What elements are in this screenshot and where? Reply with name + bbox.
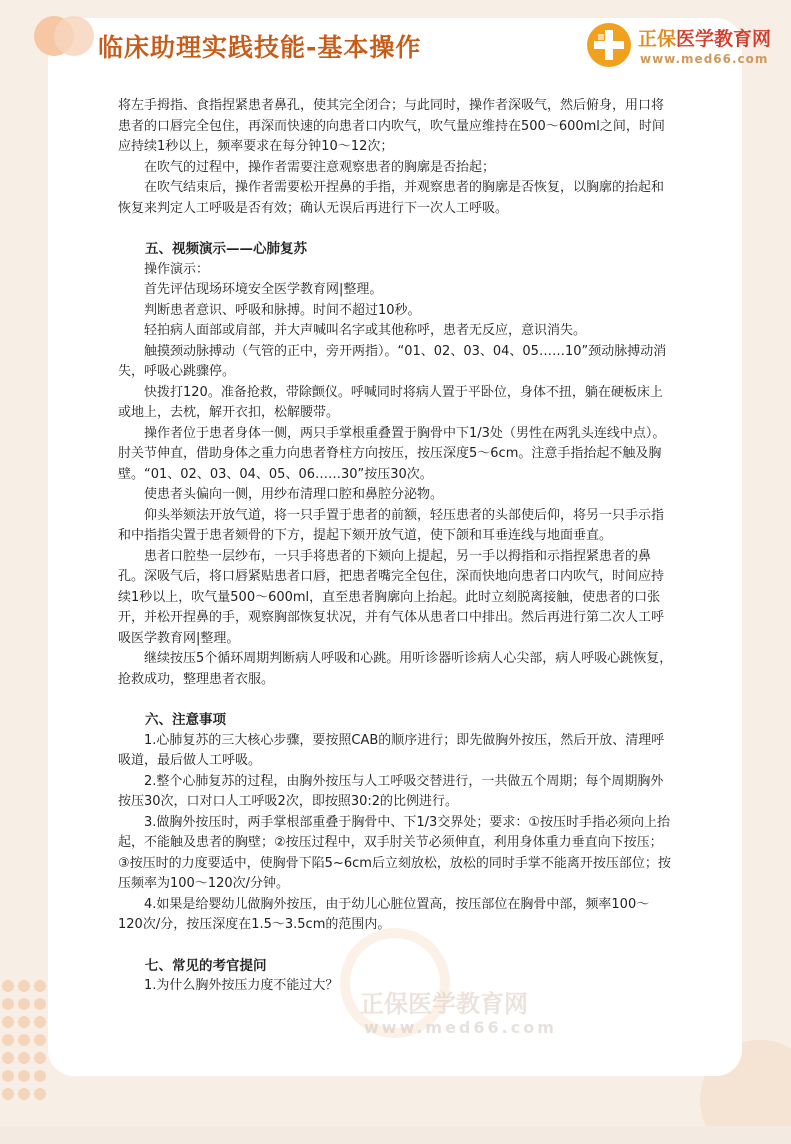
section-5-paragraph: 患者口腔垫一层纱布，一只手将患者的下颏向上提起，另一手以拇指和示指捏紧患者的鼻孔。深吸气后，将口唇紧贴患者口唇，把患者嘴完全包住，深而快地向患者口内吹气，时间应持续1秒以上，吹气量500～600ml，直至患者胸廓向上抬起。此时立刻脱离接触，使患者的口张开，并松开捏鼻的手，观察胸部恢复状况，并有气体从患者口中排出。然后再进行第二次人工呼吸医学教育网|整理。	[118, 548, 665, 646]
section-6-title: 六、注意事项	[145, 712, 226, 728]
cross-logo-icon	[586, 22, 632, 68]
section-5-paragraph: 继续按压5个循环周期判断病人呼吸和心跳。用听诊器听诊病人心尖部，病人呼吸心跳恢复，抢救成功，整理患者衣服。	[118, 651, 673, 687]
section-5-paragraph: 首先评估现场环境安全医学教育网|整理。	[144, 282, 383, 297]
document-body	[118, 96, 674, 997]
section-6-paragraph: 1.心肺复苏的三大核心步骤，要按照CAB的顺序进行；即先做胸外按压，然后开放、清理呼吸道，最后做人工呼吸。	[118, 732, 665, 768]
bottom-bar	[0, 1126, 791, 1144]
section-5-paragraph: 触摸颈动脉搏动（气管的正中，旁开两指）。“01、02、03、04、05……10”颈动脉搏动消失，呼吸心跳骤停。	[118, 343, 667, 379]
header-decoration	[34, 16, 90, 56]
section-5-paragraph: 轻拍病人面部或肩部，并大声喊叫名字或其他称呼，患者无反应，意识消失。	[144, 323, 587, 338]
section-6-paragraph: 2.整个心肺复苏的过程，由胸外按压与人工呼吸交替进行，一共做五个周期；每个周期胸外按压30次，口对口人工呼吸2次，即按照30:2的比例进行。	[118, 773, 664, 809]
logo-url: www.med66.com	[640, 52, 769, 66]
section-5-paragraph: 仰头举颏法开放气道，将一只手置于患者的前额，轻压患者的头部使后仰，将另一只手示指和中指指尖置于患者颏骨的下方，提起下颏开放气道，使下颌和耳垂连线与地面垂直。	[118, 507, 665, 543]
brand-logo[interactable]	[586, 20, 786, 70]
section-5-paragraph: 使患者头偏向一侧，用纱布清理口腔和鼻腔分泌物。	[144, 487, 444, 502]
intro-paragraph-2: 在吹气的过程中，操作者需要注意观察患者的胸廓是否抬起；	[144, 159, 496, 175]
watermark-brand: 正保医学教育网	[360, 990, 528, 1018]
section-5-title: 五、视频演示——心肺复苏	[145, 241, 307, 257]
section-7-title: 七、常见的考官提问	[145, 957, 267, 974]
logo-brand-text: 正保医学教育网	[638, 28, 772, 50]
watermark-url: www.med66.com	[364, 1018, 557, 1037]
section-5-paragraph: 快拨打120。准备抢救，带除颤仪。呼喊同时将病人置于平卧位，身体不扭，躺在硬板床上或地上，去枕，解开衣扣，松解腰带。	[118, 384, 663, 420]
intro-paragraph-1: 将左手拇指、食指捏紧患者鼻孔，使其完全闭合；与此同时，操作者深吸气，然后俯身，用口将患者的口唇完全包住，再深而快速的向患者口内吹气，吹气量应维持在500～600ml之间，时间应持续1秒以上，频率要求在每分钟10～12次；	[118, 98, 665, 154]
section-6-paragraph: 3.做胸外按压时，两手掌根部重叠于胸骨中、下1/3交界处；要求：①按压时手指必须向上抬起，不能触及患者的胸壁；②按压过程中，双手肘关节必须伸直，利用身体重力垂直向下按压；③按压时的力度要适中，使胸骨下陷5~6cm后立刻放松，放松的同时手掌不能离开按压部位；按压频率为100～120次/分钟。	[118, 814, 671, 891]
section-5-paragraph: 操作演示：	[144, 261, 210, 277]
section-5-paragraph: 判断患者意识、呼吸和脉搏。时间不超过10秒。	[144, 302, 421, 318]
section-5-paragraph: 操作者位于患者身体一侧，两只手掌根重叠置于胸骨中下1/3处（男性在两乳头连线中点）。肘关节伸直，借助身体之重力向患者脊柱方向按压，按压深度5～6cm。注意手指抬起不触及胸壁。“01、02、03、04、05、06……30”按压30次。	[118, 425, 666, 482]
section-6-paragraph: 4.如果是给婴幼儿做胸外按压，由于幼儿心脏位置高，按压部位在胸骨中部，频率100～120次/分，按压深度在1.5～3.5cm的范围内。	[118, 896, 650, 932]
section-7-paragraph: 1.为什么胸外按压力度不能过大？	[144, 978, 339, 993]
intro-paragraph-3: 在吹气结束后，操作者需要松开捏鼻的手指，并观察患者的胸廓是否恢复，以胸廓的抬起和恢复来判定人工呼吸是否有效；确认无误后再进行下一次人工呼吸。	[118, 180, 665, 216]
page-title: 临床助理实践技能-基本操作	[98, 33, 422, 62]
